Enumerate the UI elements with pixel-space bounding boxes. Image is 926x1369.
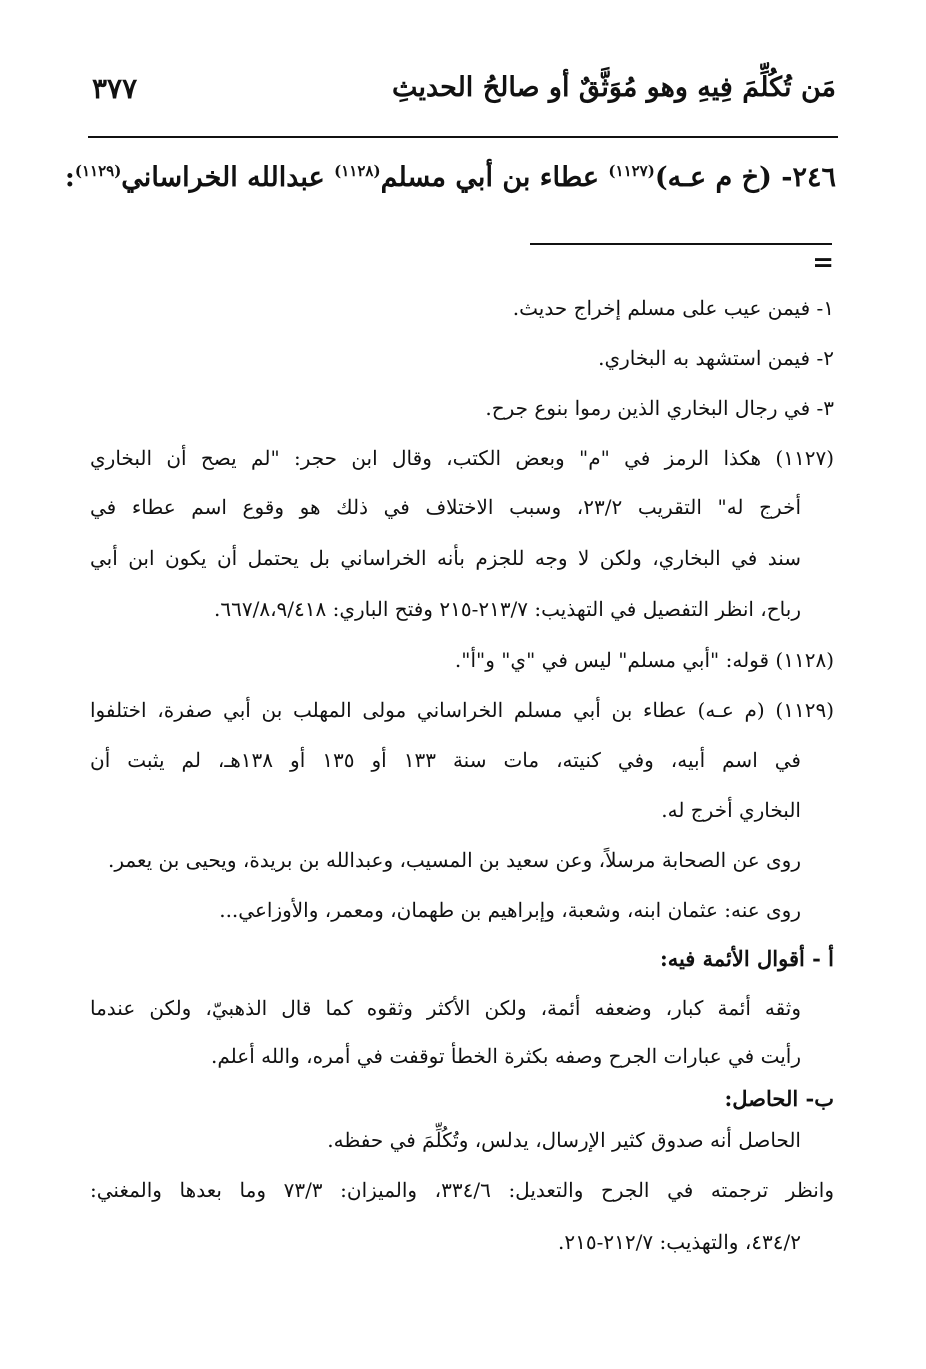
- page-number: ٣٧٧: [92, 72, 138, 105]
- narrator-nisba: عبدالله الخراساني: [121, 162, 325, 193]
- section-a-line: وثقه أئمة كبار، وضعفه أئمة، ولكن الأكثر وثقوه كما قال الذهبيّ، ولكن عندما: [90, 996, 801, 1020]
- footnote-1127-line: رباح، انظر التفصيل في التهذيب: ٢١٣/٧-٢١٥ وفتح الباري: ٦٦٧/٨،٩/٤١٨.: [214, 597, 801, 621]
- footnote-1127-line: سند في البخاري، ولكن لا وجه للجزم بأنه الخراساني بل يحتمل أن يكون ابن أبي: [90, 546, 801, 570]
- footnote-rule: [530, 243, 832, 245]
- narrated-by-line: روى عنه: عثمان ابنه، وشعبة، وإبراهيم بن طهمان، ومعمر، والأوزاعي...: [219, 898, 801, 922]
- entry-colon: :: [64, 162, 75, 193]
- running-header-title: مَن تُكُلِّمَ فِيهِ وهو مُوَثَّقٌ أو صالحُ الحديثِ: [391, 72, 836, 103]
- footnote-ref-1129: (١١٢٩): [74, 162, 122, 180]
- footnote-1129-line: (١١٢٩) (م عـه) عطاء بن أبي مسلم الخراساني مولى المهلب بن أبي صفرة، اختلفوا: [90, 698, 834, 722]
- list-item: ١- فيمن عيب على مسلم إخراج حديث.: [512, 296, 834, 320]
- entry-number: ٢٤٦-: [781, 162, 836, 193]
- footnote-ref-1128: (١١٢٨): [334, 162, 381, 180]
- footnote-1127-line: أخرج له" التقريب ٢٣/٢، وسبب الاختلاف في ذلك هو وقوع اسم عطاء في: [90, 495, 802, 519]
- references-line: ٤٣٤/٢، والتهذيب: ٢١٢/٧-٢١٥.: [558, 1230, 801, 1254]
- list-item: ٣- في رجال البخاري الذين رموا بنوع جرح.: [485, 396, 834, 420]
- section-a-heading: أ - أقوال الأئمة فيه:: [659, 946, 834, 971]
- references-line: وانظر ترجمته في الجرح والتعديل: ٣٣٤/٦، والميزان: ٧٣/٣ وما بعدها والمغني:: [90, 1178, 835, 1202]
- footnote-1127-line: (١١٢٧) هكذا الرمز في "م" وبعض الكتب، وقال ابن حجر: "لم يصح أن البخاري: [90, 446, 834, 470]
- entry-title: [65, 162, 836, 193]
- footnote-ref-1127: (١١٢٧): [608, 162, 655, 180]
- continuation-mark: =: [812, 248, 834, 278]
- narrator-name: عطاء بن أبي مسلم: [380, 162, 599, 193]
- header-rule: [88, 136, 838, 138]
- narrated-from-line: روى عن الصحابة مرسلاً، وعن سعيد بن المسيب، وعبدالله بن بريدة، ويحيى بن يعمر.: [108, 848, 801, 872]
- list-item: ٢- فيمن استشهد به البخاري.: [598, 346, 834, 370]
- footnote-1128: (١١٢٨) قوله: "أبي مسلم" ليس في "ي" و"أ".: [454, 648, 834, 672]
- section-a-line: رأيت في عبارات الجرح وصفه بكثرة الخطأ توقفت في أمره، والله أعلم.: [210, 1044, 801, 1068]
- entry-code: (خ م عـه): [654, 162, 772, 193]
- footnote-1129-line: في اسم أبيه، وفي كنيته، مات سنة ١٣٣ أو ١٣٥ أو ١٣٨هـ، لم يثبت أن: [90, 748, 801, 772]
- section-b-line: الحاصل أنه صدوق كثير الإرسال، يدلس، وتُكُلِّمَ في حفظه.: [327, 1128, 801, 1152]
- section-b-heading: ب- الحاصل:: [724, 1086, 834, 1111]
- footnote-1129-line: البخاري أخرج له.: [661, 798, 801, 822]
